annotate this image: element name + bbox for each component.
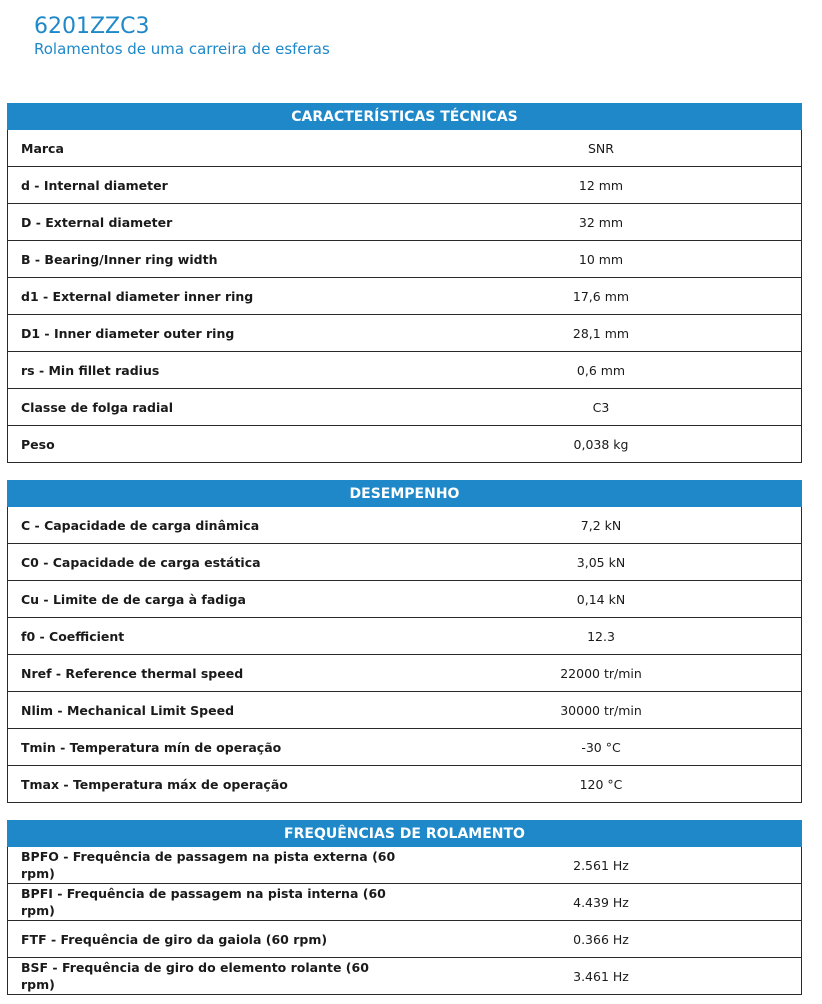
spec-value: 0.366 Hz [401,921,802,958]
table-row [8,847,802,884]
table-row [8,921,802,958]
spec-value: 22000 tr/min [401,655,802,692]
section-title: CARACTERÍSTICAS TÉCNICAS [7,103,802,130]
table-row [8,315,802,352]
table-row [8,884,802,921]
section-performance [7,480,802,803]
spec-label: D1 - Inner diameter outer ring [8,315,402,352]
section-title: DESEMPENHO [7,480,802,507]
table-row [8,241,802,278]
table-row [8,167,802,204]
spec-label: Cu - Limite de de carga à fadiga [8,581,402,618]
spec-value: 0,6 mm [401,352,802,389]
spec-label: Marca [8,130,402,167]
spec-value: 120 °C [579,776,623,792]
spec-table [7,507,802,803]
table-row [8,544,802,581]
spec-label: C0 - Capacidade de carga estática [8,544,402,581]
table-row [8,130,802,167]
section-technical-characteristics [7,103,802,463]
spec-value: C3 [401,389,802,426]
table-row [8,958,802,995]
section-rolling-frequencies [7,820,802,995]
table-row [8,389,802,426]
spec-table [7,847,802,995]
spec-label: rs - Min fillet radius [8,352,402,389]
table-row [8,729,802,766]
table-row [8,426,802,463]
spec-value: 28,1 mm [401,315,802,352]
spec-label: Tmin - Temperatura mín de operação [8,729,402,766]
spec-label: d - Internal diameter [8,167,402,204]
spec-label: D - External diameter [8,204,402,241]
table-row [8,618,802,655]
spec-value: 0,038 kg [573,436,629,452]
table-row [8,204,802,241]
spec-value: 32 mm [401,204,802,241]
spec-label: Classe de folga radial [8,389,402,426]
table-row [8,278,802,315]
spec-value: 12.3 [401,618,802,655]
section-title: FREQUÊNCIAS DE ROLAMENTO [7,820,802,847]
spec-value: 2.561 Hz [401,847,802,884]
spec-table [7,130,802,463]
spec-value: 17,6 mm [401,278,802,315]
spec-label: BPFO - Frequência de passagem na pista externa (60 rpm) [8,847,402,884]
spec-value: -30 °C [401,729,802,766]
spec-label: Nlim - Mechanical Limit Speed [8,692,402,729]
spec-value: 12 mm [401,167,802,204]
spec-label: B - Bearing/Inner ring width [8,241,402,278]
spec-label: C - Capacidade de carga dinâmica [8,507,402,544]
table-row [8,692,802,729]
spec-label: Peso [21,436,55,452]
spec-label: FTF - Frequência de giro da gaiola (60 rpm) [8,921,402,958]
spec-value: 7,2 kN [401,507,802,544]
product-code: 6201ZZC3 [34,14,150,39]
table-row [8,352,802,389]
table-row [8,507,802,544]
spec-label: f0 - Coefficient [8,618,402,655]
spec-value: 4.439 Hz [401,884,802,921]
page-header [34,14,330,58]
spec-value: 10 mm [401,241,802,278]
spec-label: Nref - Reference thermal speed [8,655,402,692]
table-row [8,766,802,803]
spec-value: 3,05 kN [401,544,802,581]
spec-value: 0,14 kN [401,581,802,618]
product-category: Rolamentos de uma carreira de esferas [34,40,330,58]
spec-label: BPFI - Frequência de passagem na pista interna (60 rpm) [8,884,402,921]
spec-label: d1 - External diameter inner ring [8,278,402,315]
spec-value: 3.461 Hz [573,968,629,984]
table-row [8,655,802,692]
spec-value: SNR [401,130,802,167]
table-row [8,581,802,618]
spec-value: 30000 tr/min [401,692,802,729]
spec-label: Tmax - Temperatura máx de operação [21,776,288,792]
spec-label: BSF - Frequência de giro do elemento rolante (60 rpm) [21,960,369,992]
